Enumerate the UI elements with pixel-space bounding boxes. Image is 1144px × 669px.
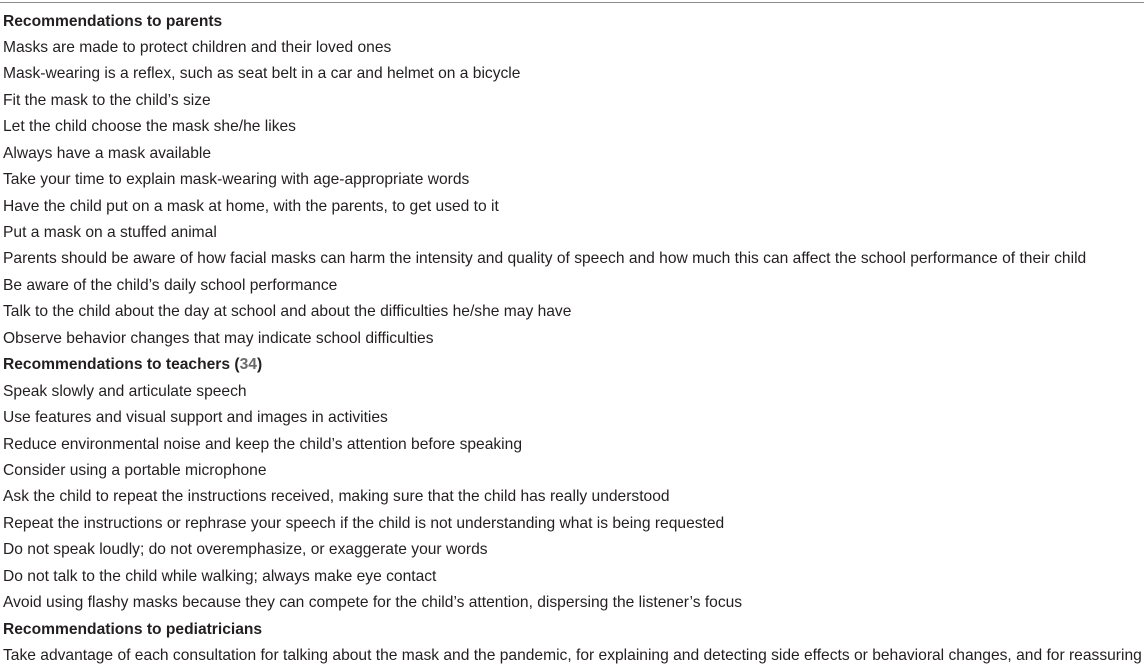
table-row: Put a mask on a stuffed animal xyxy=(3,220,1143,246)
section-heading-teachers xyxy=(3,352,1143,378)
table-row: Speak slowly and articulate speech xyxy=(3,379,1143,405)
table-row: Reduce environmental noise and keep the child’s attention before speaking xyxy=(3,432,1143,458)
section-heading-teachers-text: Recommendations to teachers ( xyxy=(3,356,240,373)
table-row: Take your time to explain mask-wearing with age-appropriate words xyxy=(3,167,1143,193)
table-row: Do not speak loudly; do not overemphasize, or exaggerate your words xyxy=(3,537,1143,563)
table-row: Consider using a portable microphone xyxy=(3,458,1143,484)
table-row: Parents should be aware of how facial masks can harm the intensity and quality of speech and how much this can affect the school performance of their child xyxy=(3,246,1143,272)
table-row: Take advantage of each consultation for talking about the mask and the pandemic, for explaining and detecting side effects or behavioral changes, and for reassuring xyxy=(3,643,1143,669)
table-row: Masks are made to protect children and their loved ones xyxy=(3,35,1143,61)
table-row: Observe behavior changes that may indicate school difficulties xyxy=(3,326,1143,352)
table-row: Mask-wearing is a reflex, such as seat belt in a car and helmet on a bicycle xyxy=(3,61,1143,87)
reference-link[interactable]: 34 xyxy=(240,356,257,373)
section-heading-pediatricians: Recommendations to pediatricians xyxy=(3,617,1143,643)
recommendations-table xyxy=(3,9,1143,669)
section-heading-teachers-suffix: ) xyxy=(257,356,262,373)
table-row: Talk to the child about the day at school and about the difficulties he/she may have xyxy=(3,299,1143,325)
table-row: Repeat the instructions or rephrase your speech if the child is not understanding what is being requested xyxy=(3,511,1143,537)
table-row: Avoid using flashy masks because they can compete for the child’s attention, dispersing the listener’s focus xyxy=(3,590,1143,616)
table-row: Let the child choose the mask she/he likes xyxy=(3,114,1143,140)
table-row: Do not talk to the child while walking; always make eye contact xyxy=(3,564,1143,590)
table-row: Ask the child to repeat the instructions received, making sure that the child has really understood xyxy=(3,484,1143,510)
table-row: Always have a mask available xyxy=(3,141,1143,167)
table-row: Have the child put on a mask at home, with the parents, to get used to it xyxy=(3,194,1143,220)
table-top-rule xyxy=(0,2,1144,3)
section-heading-parents: Recommendations to parents xyxy=(3,9,1143,35)
table-row: Be aware of the child’s daily school performance xyxy=(3,273,1143,299)
table-row: Fit the mask to the child’s size xyxy=(3,88,1143,114)
table-row: Use features and visual support and images in activities xyxy=(3,405,1143,431)
